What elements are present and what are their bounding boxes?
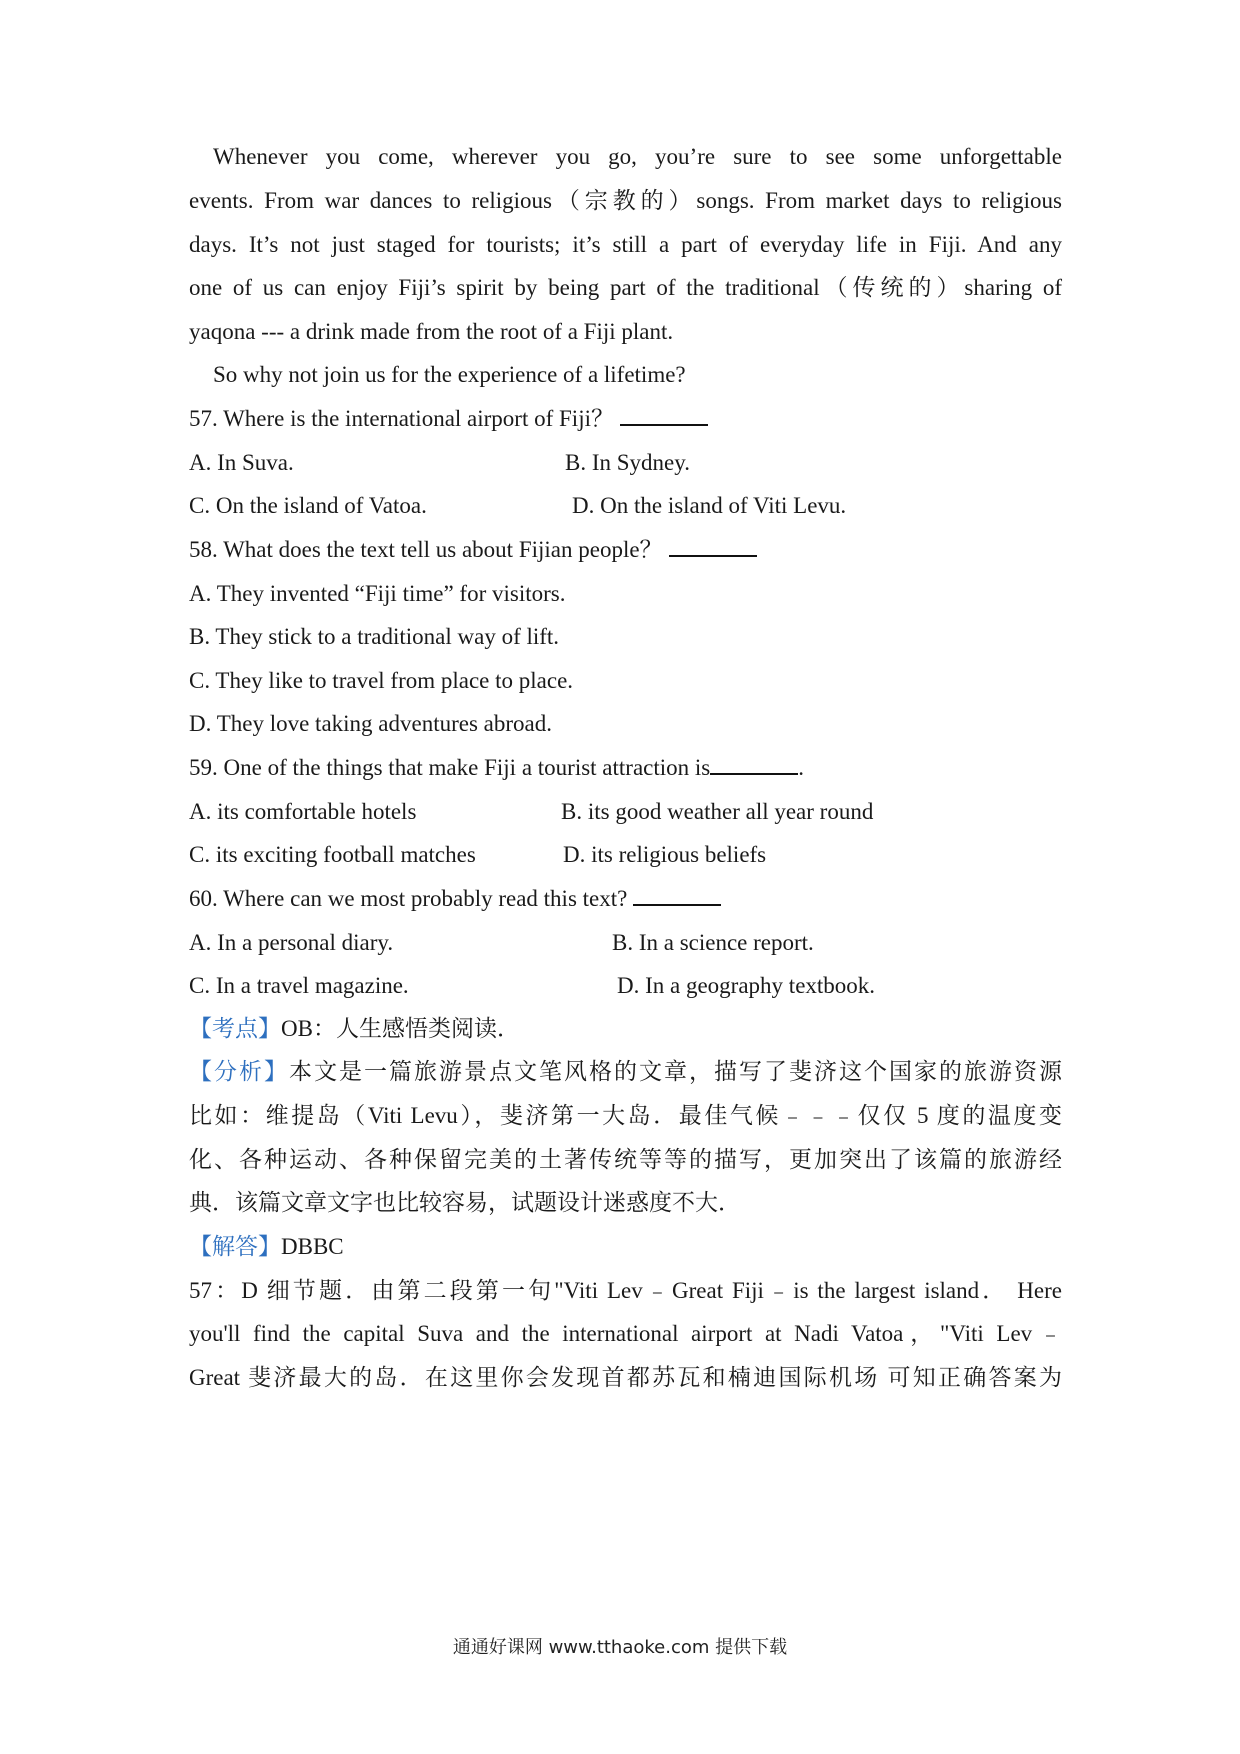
- option-d: D. On the island of Viti Levu.: [572, 493, 847, 518]
- option-d: D. In a geography textbook.: [617, 973, 876, 998]
- fenxi-tag: 【分析】: [189, 1059, 289, 1084]
- option-b: B. They stick to a traditional way of lift.: [189, 624, 560, 649]
- fenxi-text: 本文是一篇旅游景点文笔风格的文章，描写了斐济这个国家的旅游资源: [289, 1059, 1062, 1084]
- option-d: D. They love taking adventures abroad.: [189, 711, 552, 736]
- q57-explanation-line: 57：D 细节题．由第二段第一句"Viti Lev﹣Great Fiji﹣is the largest island． Here: [189, 1278, 1062, 1303]
- kaodian-tag: 【考点】: [189, 1016, 281, 1041]
- fenxi-line: 典．该篇文章文字也比较容易，试题设计迷惑度不大．: [189, 1190, 741, 1215]
- answer-blank: [633, 886, 721, 906]
- fenxi-line: 化、各种运动、各种保留完美的土著传统等等的描写，更加突出了该篇的旅游经: [189, 1147, 1062, 1172]
- q57-explanation-line: Great 斐济最大的岛．在这里你会发现首都苏瓦和楠迪国际机场 可知正确答案为: [189, 1365, 1062, 1390]
- fenxi-line: 比如：维提岛（Viti Levu），斐济第一大岛．最佳气候﹣﹣﹣仅仅 5 度的温度变: [189, 1103, 1062, 1128]
- option-a: A. its comfortable hotels: [189, 799, 417, 824]
- option-a: A. In Suva.: [189, 450, 294, 475]
- passage-line: events. From war dances to religious（宗教的）songs. From market days to religious: [189, 188, 1062, 213]
- page-footer: 通通好课网 www.tthaoke.com 提供下载: [452, 1637, 788, 1658]
- question-stem-end: .: [798, 755, 804, 780]
- kaodian-line: [189, 1014, 520, 1044]
- answer-blank: [620, 406, 708, 426]
- answer-blank: [710, 755, 798, 775]
- jieda-tag: 【解答】: [189, 1234, 281, 1259]
- question-stem: 59. One of the things that make Fiji a tourist attraction is: [189, 755, 711, 780]
- question-59: [189, 753, 804, 783]
- question-57: [189, 404, 708, 434]
- question-stem: 58. What does the text tell us about Fijian people？: [189, 537, 663, 562]
- kaodian-text: OB：人生感悟类阅读．: [281, 1016, 520, 1041]
- option-b: B. In Sydney.: [565, 450, 691, 475]
- option-c: C. They like to travel from place to place.: [189, 668, 574, 693]
- question-58: [189, 535, 757, 565]
- fenxi-line: [189, 1057, 1062, 1087]
- jieda-text: DBBC: [281, 1234, 344, 1259]
- option-b: B. In a science report.: [612, 930, 814, 955]
- answer-blank: [669, 537, 757, 557]
- q57-explanation-line: you'll find the capital Suva and the international airport at Nadi Vatoa，"Viti Lev﹣: [189, 1321, 1062, 1346]
- passage-line: Whenever you come, wherever you go, you’re sure to see some unforgettable: [213, 144, 1062, 169]
- option-c: C. its exciting football matches: [189, 842, 476, 867]
- option-d: D. its religious beliefs: [563, 842, 767, 867]
- option-c: C. In a travel magazine.: [189, 973, 409, 998]
- jieda-line: [189, 1232, 344, 1262]
- question-stem: 57. Where is the international airport of Fiji？: [189, 406, 614, 431]
- question-60: [189, 884, 721, 914]
- passage-line: one of us can enjoy Fiji’s spirit by being part of the traditional（传统的）sharing of: [189, 275, 1062, 300]
- option-c: C. On the island of Vatoa.: [189, 493, 427, 518]
- passage-line: yaqona --- a drink made from the root of a Fiji plant.: [189, 319, 674, 344]
- option-a: A. In a personal diary.: [189, 930, 394, 955]
- passage-closing: So why not join us for the experience of a lifetime?: [213, 362, 686, 387]
- passage-line: days. It’s not just staged for tourists; it’s still a part of everyday life in Fiji. And any: [189, 232, 1062, 257]
- option-a: A. They invented “Fiji time” for visitors.: [189, 581, 566, 606]
- option-b: B. its good weather all year round: [561, 799, 874, 824]
- question-stem: 60. Where can we most probably read this text?: [189, 886, 628, 911]
